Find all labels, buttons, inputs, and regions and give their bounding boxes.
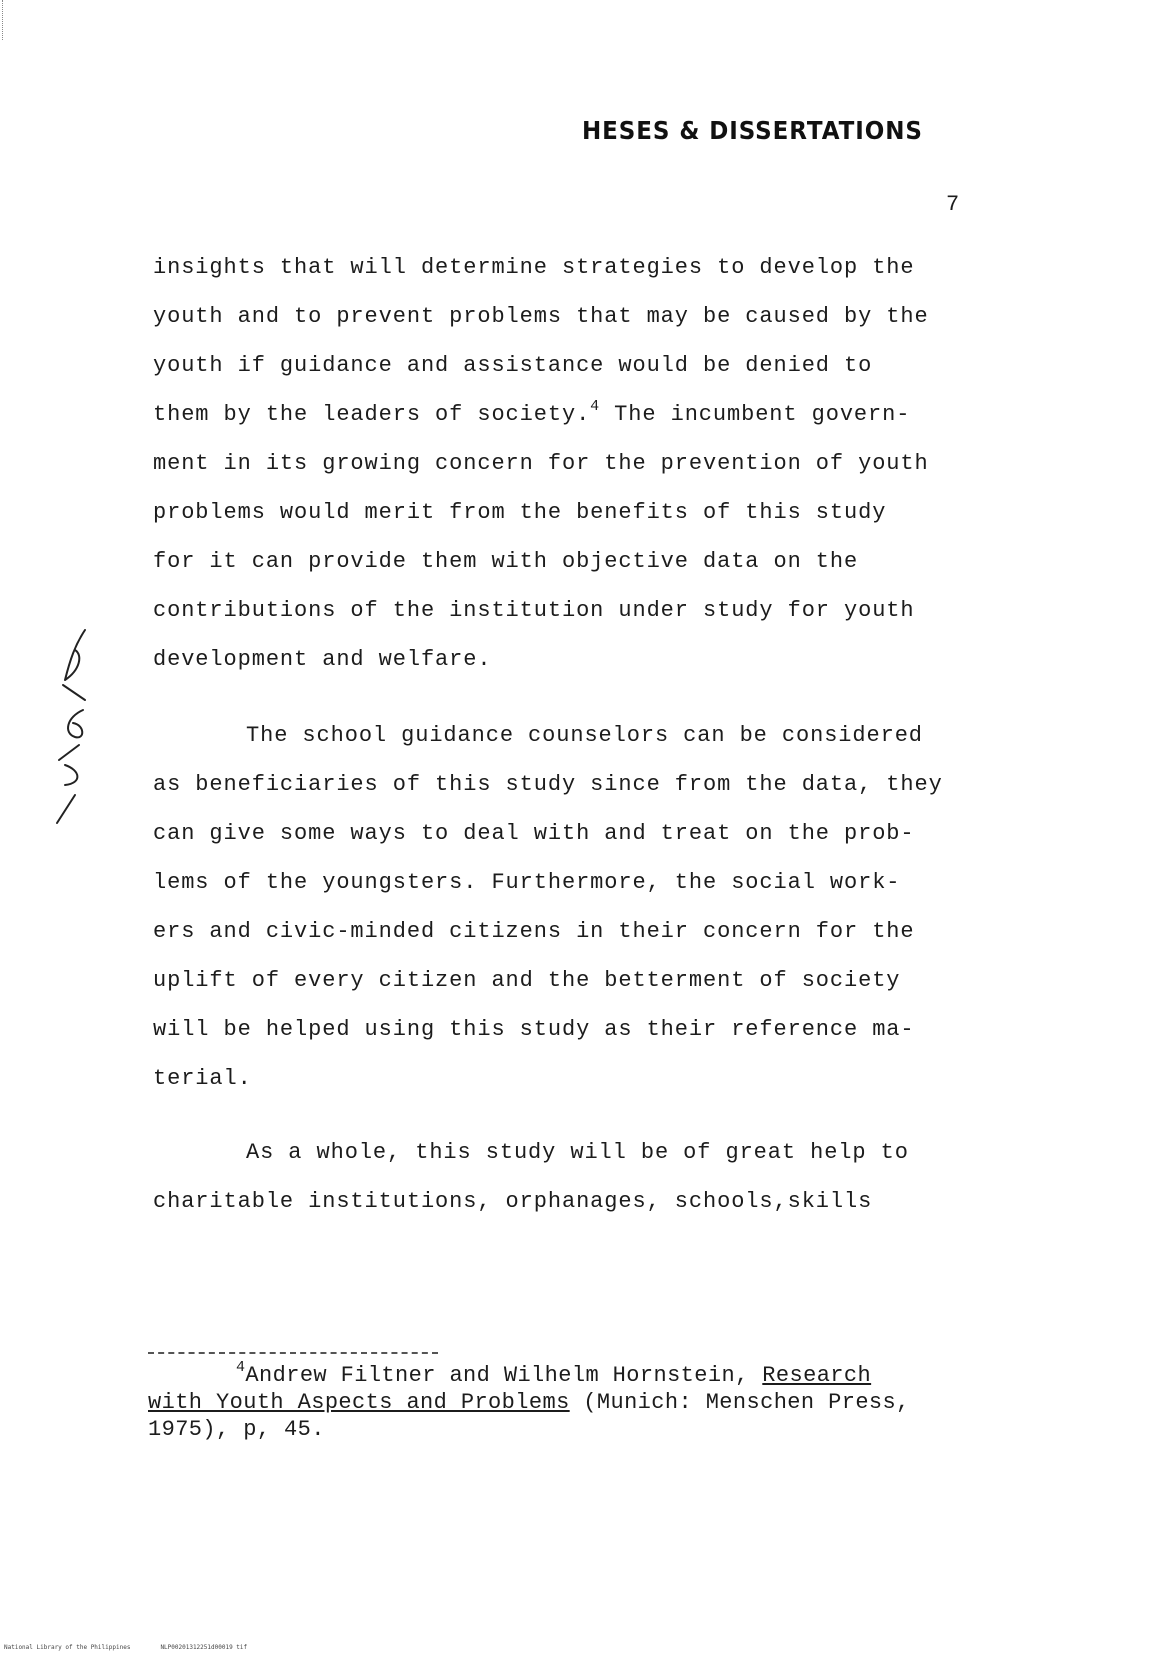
handwritten-annotation [45,625,95,825]
body-line: youth if guidance and assistance would be denied to [153,353,873,378]
body-text: The incumbent govern- [600,402,911,427]
footnote-line [148,1390,910,1415]
page-number: 7 [946,192,960,217]
footnote-publisher: (Munich: Menschen Press, [569,1390,910,1415]
body-line: youth and to prevent problems that may be caused by the [153,304,929,329]
body-line: ers and civic-minded citizens in their concern for the [153,919,915,944]
body-line: development and welfare. [153,647,492,672]
body-line: contributions of the institution under study for youth [153,598,915,623]
body-text: them by the leaders of society. [153,402,591,427]
scan-margin-mark [2,0,6,40]
footnote-title: Research [762,1363,872,1388]
body-line: lems of the youngsters. Furthermore, the social work- [153,870,901,895]
theses-dissertations-stamp: HESES & DISSERTATIONS [582,116,923,145]
body-line: ment in its growing concern for the prevention of youth [153,451,929,476]
library-label: National Library of the Philippines [4,1644,131,1651]
scan-code: NLP00201312251d00019 tif [160,1644,248,1651]
footnote-separator [148,1352,438,1354]
footnote-reference: 4 [590,398,601,415]
body-line: as beneficiaries of this study since from the data, they [153,772,943,797]
body-line: insights that will determine strategies to develop the [153,255,915,280]
body-line: for it can provide them with objective data on the [153,549,859,574]
body-line: charitable institutions, orphanages, schools,skills [153,1189,873,1214]
body-line: As a whole, this study will be of great help to [246,1140,909,1165]
body-line: can give some ways to deal with and treat on the prob- [153,821,915,846]
body-line: terial. [153,1066,252,1091]
scan-footer [4,1644,277,1651]
body-line: uplift of every citizen and the betterment of society [153,968,901,993]
footnote-line [148,1359,872,1388]
body-line: The school guidance counselors can be considered [246,723,923,748]
footnote-title: with Youth Aspects and Problems [148,1390,570,1415]
body-line: will be helped using this study as their reference ma- [153,1017,915,1042]
footnote-author: Andrew Filtner and Wilhelm Hornstein, [245,1363,763,1388]
body-line-with-footnote [153,398,911,427]
body-line: problems would merit from the benefits of this study [153,500,887,525]
footnote-number: 4 [236,1359,246,1376]
footnote-line: 1975), p, 45. [148,1417,325,1442]
